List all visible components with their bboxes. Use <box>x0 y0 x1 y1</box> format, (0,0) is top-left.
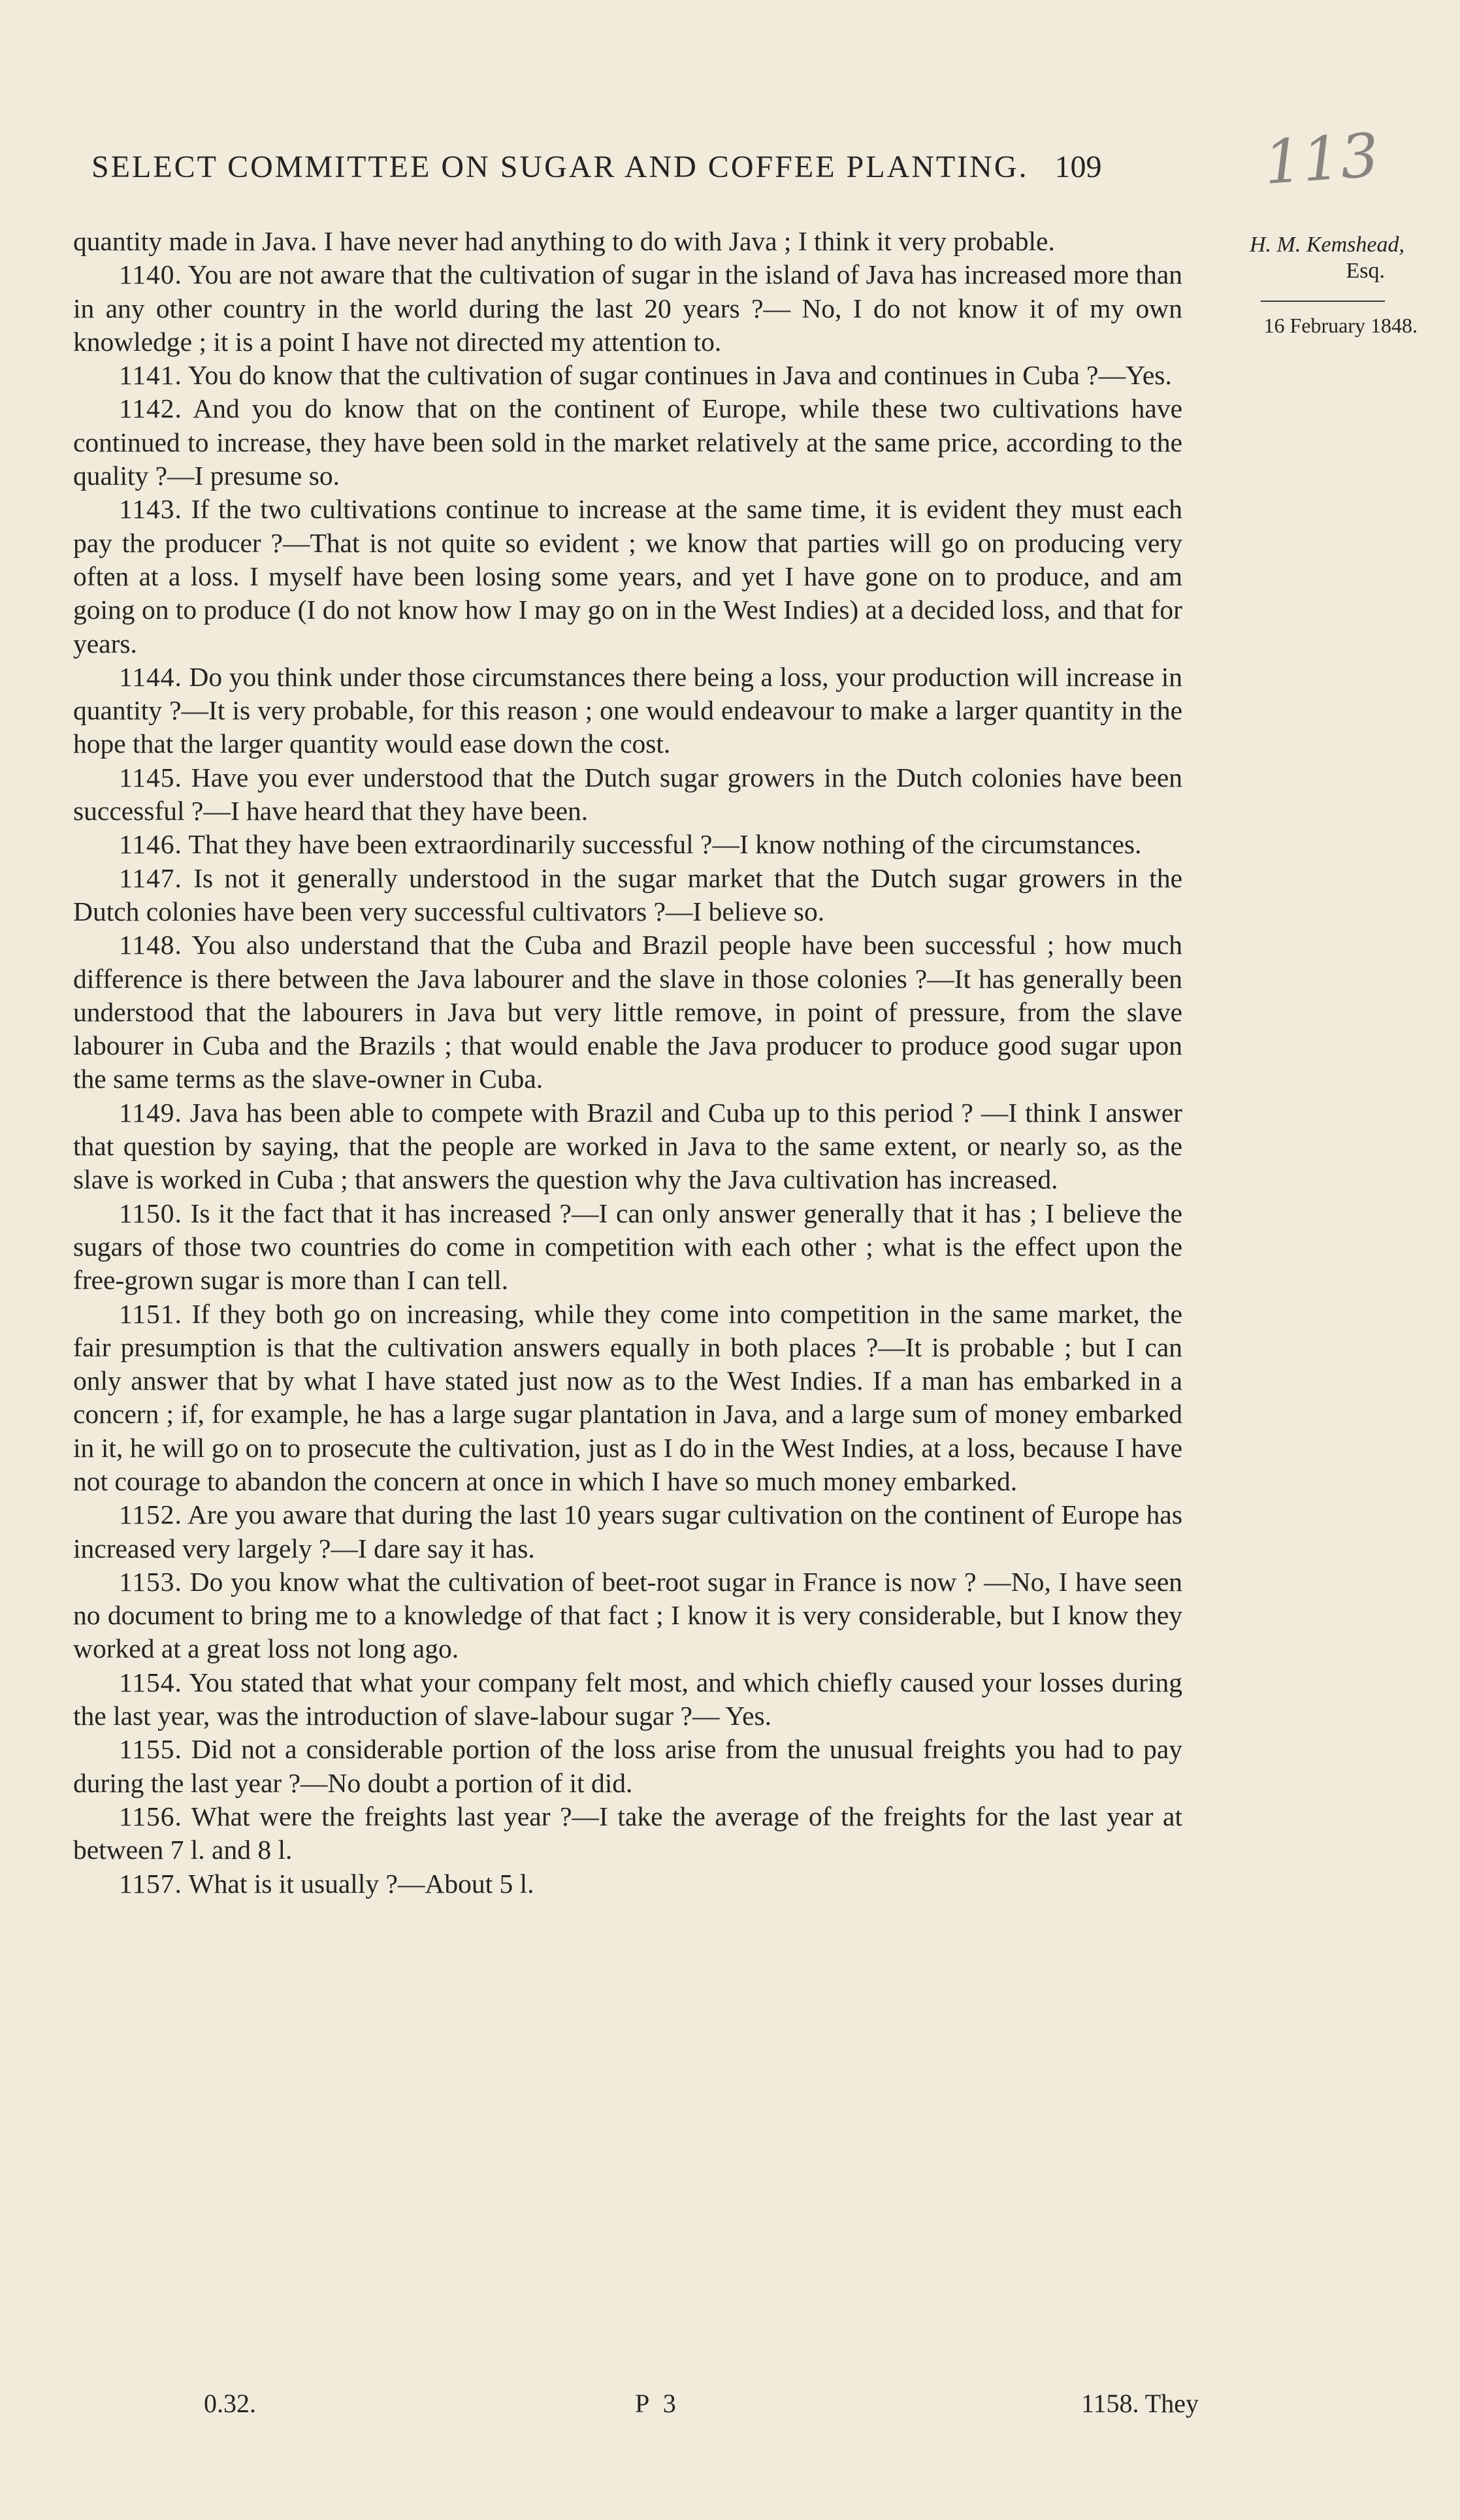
footer-signature: 0.32. <box>204 2389 256 2418</box>
question-number: 1151. <box>119 1298 182 1329</box>
question-number: 1153. <box>119 1566 182 1597</box>
question-text: If the two cultivations continue to increase at the same time, it is evident they must each pay the producer ?—That is not quite so evident ; we know that parties will go on producing very often at a loss. I myself have been losing some years, and yet I have gone on to produce, and am going on to produce (I do not know how I may go on in the West Indies) at a decided loss, and that for years. <box>73 494 1183 659</box>
question-paragraph <box>73 392 1182 493</box>
question-text: Do you know what the cultivation of beet-root sugar in France is now ? —No, I have seen no document to bring me to a knowledge of that fact ; I know it is very considerable, but I know they worked at a great loss not long ago. <box>73 1566 1182 1664</box>
question-text: You do know that the cultivation of sugar continues in Java and continues in Cuba ?—Yes. <box>187 360 1172 391</box>
margin-note <box>1189 233 1418 338</box>
question-number: 1150. <box>119 1198 182 1228</box>
question-text: Are you aware that during the last 10 years sugar cultivation on the continent of Europe has increased very largely ?—I dare say it has. <box>73 1499 1182 1563</box>
question-paragraph <box>73 1867 1182 1901</box>
question-paragraph <box>73 1498 1182 1565</box>
question-number: 1143. <box>119 494 182 525</box>
question-text: If they both go on increasing, while they come into competition in the same market, the fair presumption is that the cultivation answers equally in both places ?—It is probable ; but I can only answer that by what I have stated just now as to the West Indies. If a man has embarked in a concern ; if, for example, he has a large sugar plantation in Java, and a large sum of money embarked in it, he will go on to prosecute the cultivation, just as I do in the West Indies, at a loss, because I have not courage to abandon the concern at once in which I have so much money embarked. <box>73 1298 1182 1496</box>
question-number: 1144. <box>119 661 182 692</box>
question-text: That they have been extraordinarily successful ?—I know nothing of the circumstances. <box>188 829 1142 860</box>
testimony-date: 16 February 1848. <box>1263 314 1418 337</box>
question-paragraph <box>73 1197 1182 1298</box>
witness-suffix: Esq. <box>1346 259 1385 283</box>
question-text: What were the freights last year ?—I take the average of the freights for the last year at between 7 l. and 8 l. <box>73 1801 1182 1865</box>
question-number: 1149. <box>119 1097 182 1128</box>
question-number: 1145. <box>119 762 182 793</box>
question-number: 1152. <box>119 1499 182 1530</box>
question-number: 1141. <box>119 360 182 391</box>
question-paragraph <box>73 258 1182 359</box>
question-number: 1154. <box>119 1667 182 1697</box>
question-paragraph <box>73 1800 1182 1867</box>
question-text: Is it the fact that it has increased ?—I can only answer generally that it has ; I believe the sugars of those two countries do come in competition with each other ; what is the effect upon the free-grown sugar is more than I can tell. <box>73 1198 1183 1296</box>
question-text: You are not aware that the cultivation of sugar in the island of Java has increased more than in any other country in the world during the last 20 years ?— No, I do not know it of my own knowledge ; it is a point I have not directed my attention to. <box>73 259 1182 357</box>
question-paragraph <box>73 761 1182 828</box>
catchword: 1158. They <box>1081 2389 1199 2418</box>
question-paragraph <box>73 928 1182 1096</box>
question-paragraph <box>73 1096 1182 1197</box>
footer-signature-mark: P 3 <box>635 2389 680 2418</box>
question-paragraph <box>73 1298 1182 1499</box>
question-text: What is it usually ?—About 5 l. <box>188 1868 534 1899</box>
page-number: 109 <box>1054 150 1102 184</box>
question-text: Do you think under those circumstances there being a loss, your production will increase in quantity ?—It is very probable, for this reason ; one would endeavour to make a larger quantity in the hope that the larger quantity would ease down the cost. <box>73 661 1182 759</box>
question-number: 1142. <box>119 393 182 424</box>
running-header <box>91 149 1102 185</box>
question-paragraph <box>73 493 1182 660</box>
header-title: SELECT COMMITTEE ON SUGAR AND COFFEE PLANTING. <box>91 150 1029 184</box>
handwritten-folio: 113 <box>1261 120 1382 198</box>
margin-rule <box>1261 301 1385 302</box>
question-text: You also understand that the Cuba and Brazil people have been successful ; how much difference is there between the Java labourer and the slave in those colonies ?—It has generally been understood that the labourers in Java but very little remove, in point of pressure, from the slave labourer in Cuba and the Brazils ; that would enable the Java producer to produce good sugar upon the same terms as the slave-owner in Cuba. <box>73 930 1182 1094</box>
question-text: Did not a considerable portion of the loss arise from the unusual freights you had to pay during the last year ?—No doubt a portion of it did. <box>73 1734 1183 1798</box>
question-number: 1148. <box>119 930 182 960</box>
question-paragraph <box>73 1565 1182 1666</box>
question-paragraph <box>73 359 1182 392</box>
question-text: Is not it generally understood in the sugar market that the Dutch sugar growers in the Dutch colonies have been very successful cultivators ?—I believe so. <box>73 862 1183 926</box>
question-number: 1156. <box>119 1801 182 1831</box>
question-number: 1157. <box>119 1868 182 1899</box>
question-paragraph <box>73 1733 1182 1800</box>
question-text: And you do know that on the continent of Europe, while these two cultivations have continued to increase, they have been sold in the market relatively at the same price, according to the quality ?—I presume so. <box>73 393 1182 491</box>
continuation-paragraph: quantity made in Java. I have never had anything to do with Java ; I think it very probable. <box>73 226 1055 256</box>
question-text: Have you ever understood that the Dutch sugar growers in the Dutch colonies have been successful ?—I have heard that they have been. <box>73 762 1183 826</box>
witness-name: H. M. Kemshead, <box>1249 233 1404 257</box>
question-number: 1155. <box>119 1734 182 1765</box>
question-number: 1147. <box>119 862 182 893</box>
question-paragraph <box>73 661 1182 761</box>
question-paragraph <box>73 862 1182 929</box>
question-number: 1146. <box>119 829 182 860</box>
question-text: Java has been able to compete with Brazil and Cuba up to this period ? —I think I answer that question by saying, that the people are worked in Java to the same extent, or nearly so, as the slave is worked in Cuba ; that answers the question why the Java cultivation has increased. <box>73 1097 1183 1195</box>
question-number: 1140. <box>119 259 182 290</box>
question-text: You stated that what your company felt most, and which chiefly caused your losses during the last year, was the introduction of slave-labour sugar ?— Yes. <box>73 1667 1182 1731</box>
question-paragraph <box>73 828 1182 861</box>
testimony-body <box>73 225 1182 1901</box>
question-paragraph <box>73 1666 1182 1733</box>
